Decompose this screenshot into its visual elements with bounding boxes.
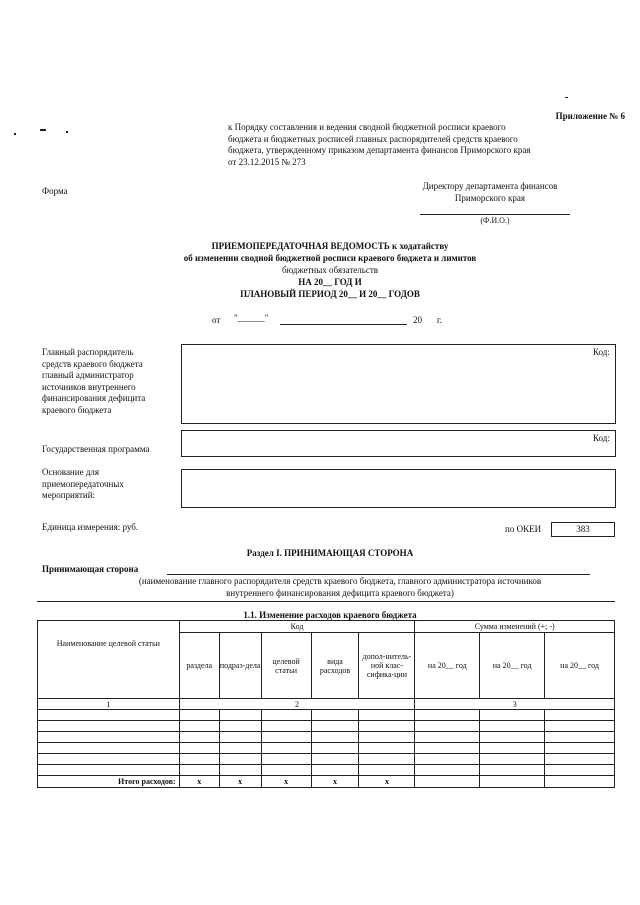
col-name-header [38,621,180,699]
table-row[interactable] [38,710,615,721]
table-row[interactable] [38,765,615,776]
sum-col-header: на 20__ год [415,633,480,699]
okei-value-text: 383 [576,524,590,534]
date-day: "______" [234,313,269,323]
director-line: Директору департамента финансов [422,181,558,191]
title-line: ПЛАНОВЫЙ ПЕРИОД 20__ И 20__ ГОДОВ [240,289,420,299]
scan-speck [40,129,46,131]
label-line: средств краевого бюджета [42,358,143,369]
fio-label: (Ф.И.О.) [480,216,510,225]
document-title [80,240,580,300]
label-line: приемопередаточных [42,478,124,489]
label-line: главный администратор [42,370,134,380]
scan-speck [565,97,568,98]
main-manager-input[interactable] [181,344,616,424]
basis-input[interactable] [181,469,616,508]
code-col-header: допол-нитель-ной клас-сифика-ции [359,633,415,699]
code-col-header: подраз-дела [219,633,261,699]
col-number: 2 [179,699,415,710]
table-row[interactable] [38,721,615,732]
sum-col-header: на 20__ год [480,633,545,699]
okei-label: по ОКЕИ [505,524,542,534]
sum-col-header: на 20__ год [545,633,615,699]
label-line: краевого бюджета [42,404,112,415]
date-ot: от [212,315,221,325]
basis-label [42,467,124,502]
unit-label: Единица измерения: руб. [42,522,139,532]
col-name-text: Наименование целевой статьи [56,639,160,648]
table-title: 1.1. Изменение расходов краевого бюджета [243,610,417,620]
date-year: 20 [413,315,422,325]
main-manager-label [42,347,145,416]
receiving-label: Принимающая сторона [42,564,139,574]
title-line: НА 20__ ГОД И [298,277,362,287]
col-number: 3 [415,699,615,710]
director-block [400,181,580,204]
code-col-header: целевой статьи [261,633,311,699]
director-line: Приморского края [454,192,526,203]
section-title: Раздел I. ПРИНИМАЮЩАЯ СТОРОНА [246,548,414,558]
section-divider [37,601,615,602]
total-mark: х [261,776,311,788]
program-input[interactable] [181,430,616,457]
table-row[interactable] [38,754,615,765]
table-header-row [38,621,615,633]
total-mark: х [179,776,219,788]
program-label: Государственная программа [42,444,150,454]
code-col-header: вида расходов [311,633,359,699]
expenses-table [37,620,615,788]
scan-speck [14,133,16,135]
total-mark: х [311,776,359,788]
appendix-line: к Порядку составления и ведения сводной бюджетной росписи краевого [228,122,506,132]
sum-header: Сумма изменений (+; -) [415,621,615,633]
code-col-header: раздела [179,633,219,699]
program-code: Код: [593,433,610,443]
table-row[interactable] [38,732,615,743]
title-line: бюджетных обязательств [281,265,379,275]
total-mark: х [219,776,261,788]
note-line: (наименование главного распорядителя средств краевого бюджета, главного администратора источников [138,576,542,586]
table-row[interactable] [38,743,615,754]
date-year-suffix: г. [437,315,442,325]
label-line: источников внутреннего [42,381,136,392]
table-number-row [38,699,615,710]
label-line: Главный распорядитель [42,347,134,357]
total-sum[interactable] [545,776,615,788]
title-line: ПРИЕМОПЕРЕДАТОЧНАЯ ВЕДОМОСТЬ к ходатайству [211,241,449,251]
okei-value[interactable] [551,522,615,537]
label-line: Основание для [42,467,100,477]
note-line: внутреннего финансирования дефицита краевого бюджета) [226,587,454,598]
total-sum[interactable] [415,776,480,788]
appendix-line: от 23.12.2015 № 273 [228,156,306,167]
scan-speck [66,131,68,133]
appendix-text [228,122,618,168]
appendix-line: бюджета, утвержденному приказом департамента финансов Приморского края [228,145,531,155]
code-header: Код [179,621,415,633]
table-total-row [38,776,615,788]
title-line: об изменении сводной бюджетной росписи краевого бюджета и лимитов [183,253,477,263]
main-manager-code: Код: [593,347,610,357]
label-line: мероприятий: [42,490,96,500]
label-line: финансирования дефицита [42,393,146,403]
total-label: Итого расходов: [38,776,180,788]
total-sum[interactable] [480,776,545,788]
total-mark: х [359,776,415,788]
appendix-title: Приложение № 6 [555,111,625,121]
fio-underline [420,214,570,215]
appendix-line: бюджета и бюджетных росписей главных распорядителей средств краевого [228,133,518,144]
col-number: 1 [38,699,180,710]
receiving-note [70,576,610,599]
date-month-line [280,324,407,325]
receiving-underline [167,574,590,575]
form-label: Форма [42,186,68,196]
